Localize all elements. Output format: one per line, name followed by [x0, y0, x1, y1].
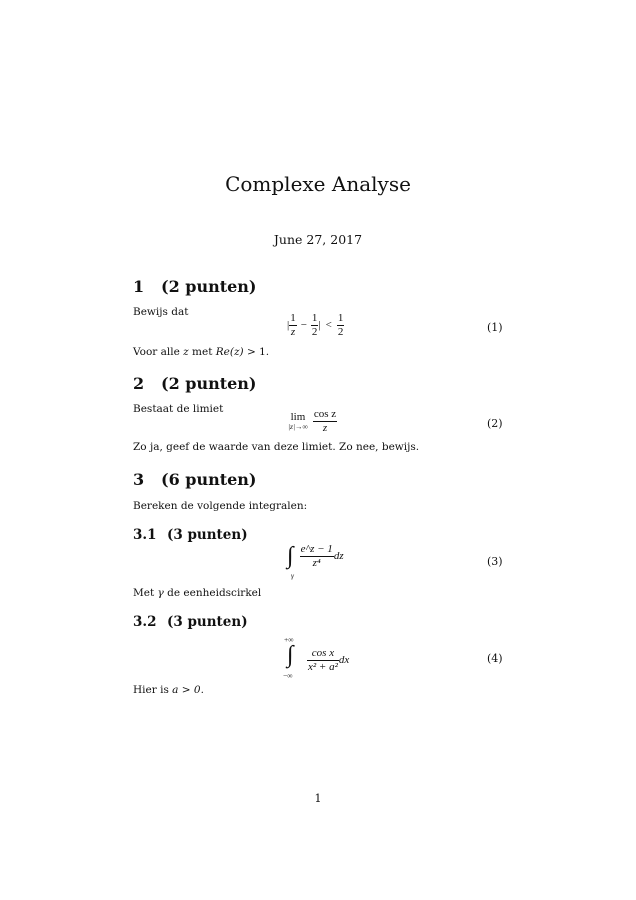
subsection-3-2-after: Hier is a > 0.	[133, 684, 204, 696]
equation-4: +∞ ∫ −∞ $\frac{\text{cos x}}{\text{x² + a²}}$ dx	[283, 635, 350, 680]
equation-1-number: (1)	[487, 321, 503, 334]
section-number: 1	[133, 277, 145, 296]
equation-1: | $\frac{1}{z}$ − $\frac{1}{2}$ | < $\frac{1}{2}$	[287, 312, 344, 338]
section-points: (2 punten)	[161, 374, 257, 393]
section-1-heading	[133, 277, 257, 296]
section-3-heading	[133, 470, 257, 489]
section-3-intro: Bereken de volgende integralen:	[133, 500, 308, 512]
document-date: June 27, 2017	[273, 232, 363, 247]
section-number: 2	[133, 374, 145, 393]
equation-2-number: (2)	[487, 417, 503, 430]
section-number: 3	[133, 470, 145, 489]
equation-4-number: (4)	[487, 652, 503, 665]
section-2-heading	[133, 374, 257, 393]
section-points: (2 punten)	[161, 277, 257, 296]
section-points: (6 punten)	[161, 470, 257, 489]
section-1-intro: Bewijs dat	[133, 306, 189, 318]
equation-3-number: (3)	[487, 555, 503, 568]
equation-3: ∫ γ $\frac{e\^{}z - 1}{\text{z⁴}}$ dz	[287, 543, 344, 581]
page-number: 1	[314, 792, 322, 805]
section-2-after: Zo ja, geef de waarde van deze limiet. Zo nee, bewijs.	[133, 441, 420, 453]
equation-2: lim |z|→∞ $\frac{\text{cos z}}{z}$	[288, 408, 337, 434]
subsection-3-1-heading: 3.1 (3 punten)	[133, 527, 248, 543]
section-1-after: Voor alle z met Re(z) > 1.	[133, 346, 270, 358]
document-title: Complexe Analyse	[225, 172, 411, 196]
subsection-3-1-after: Met γ de eenheidscirkel	[133, 587, 262, 599]
subsection-3-2-heading: 3.2 (3 punten)	[133, 614, 248, 630]
section-2-intro: Bestaat de limiet	[133, 403, 224, 415]
